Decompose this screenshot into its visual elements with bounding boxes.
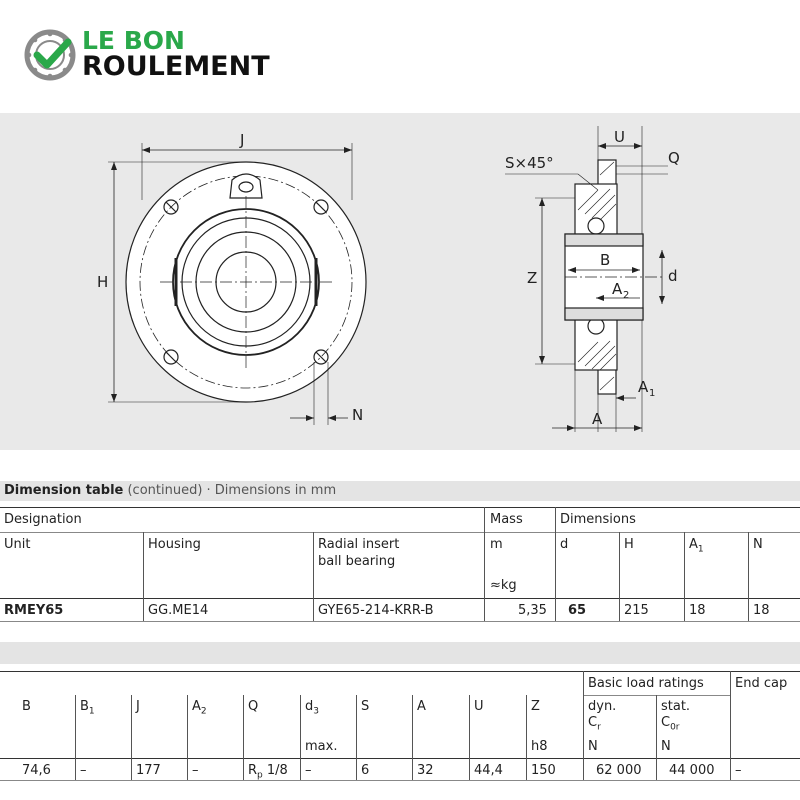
table-separator — [0, 642, 800, 664]
rule — [0, 621, 800, 622]
row2-B1: – — [80, 763, 87, 778]
row2-Z: 150 — [531, 763, 556, 778]
header-insert-1: Radial insert — [318, 537, 400, 552]
label-U: U — [614, 128, 625, 146]
col-sep — [356, 695, 357, 780]
col-sep — [143, 532, 144, 621]
row-A1: 18 — [689, 603, 706, 618]
col-sep — [131, 695, 132, 780]
label-J: J — [240, 131, 245, 149]
label-A1: A — [638, 378, 649, 396]
header-C0r: $C_{0r}$ — [661, 715, 680, 733]
rule — [0, 507, 800, 508]
header-kg: ≈kg — [490, 578, 517, 593]
col-sep — [656, 695, 657, 780]
label-Q: Q — [668, 149, 680, 167]
header-B: B — [22, 699, 31, 714]
header-dyn: dyn. — [588, 699, 617, 714]
col-sep — [730, 671, 731, 780]
header-dimensions: Dimensions — [560, 512, 636, 527]
dimension-table-title — [0, 481, 800, 501]
row2-d3: – — [305, 763, 312, 778]
label-A: A — [592, 410, 603, 428]
bearing-check-icon — [24, 29, 76, 81]
label-N: N — [352, 406, 364, 424]
header-N-stat: N — [661, 739, 671, 754]
row2-C0r: 44 000 — [669, 763, 715, 778]
header-Cr: $C_r$ — [588, 715, 601, 733]
brand-logo — [24, 26, 324, 86]
col-sep — [526, 695, 527, 780]
front-view — [108, 143, 366, 425]
row-unit: RMEY65 — [4, 603, 64, 618]
header-Z: Z — [531, 699, 540, 714]
col-sep — [313, 532, 314, 621]
rule — [0, 532, 800, 533]
header-end-cap: End cap — [735, 676, 788, 691]
header-A: A — [417, 699, 426, 714]
rule — [0, 758, 800, 759]
row2-Cr: 62 000 — [596, 763, 642, 778]
row-housing: GG.ME14 — [148, 603, 209, 618]
header-stat: stat. — [661, 699, 691, 714]
drawing-svg — [0, 113, 800, 450]
table-title-bold: Dimension table — [4, 483, 124, 498]
row2-Q: $R_p$ 1/8 — [248, 763, 288, 781]
row-mass: 5,35 — [518, 603, 547, 618]
row2-S: 6 — [361, 763, 370, 778]
row-insert: GYE65-214-KRR-B — [318, 603, 434, 618]
header-unit: Unit — [4, 537, 31, 552]
header-Q: Q — [248, 699, 259, 714]
header-insert-2: ball bearing — [318, 554, 396, 569]
header-designation: Designation — [4, 512, 82, 527]
col-sep — [555, 507, 556, 621]
col-sep — [684, 532, 685, 621]
col-sep — [484, 507, 485, 621]
col-sep — [300, 695, 301, 780]
header-mass: Mass — [490, 512, 523, 527]
row-N: 18 — [753, 603, 770, 618]
col-sep — [75, 695, 76, 780]
header-basic-load: Basic load ratings — [588, 676, 704, 691]
rule — [0, 780, 800, 781]
rule — [0, 598, 800, 599]
row2-end-cap: – — [735, 763, 742, 778]
header-A1: $A_1$ — [689, 537, 704, 555]
row-d: 65 — [568, 603, 587, 618]
label-A2: A — [612, 280, 623, 298]
rule — [0, 671, 800, 672]
label-B: B — [600, 251, 611, 269]
technical-drawing — [0, 113, 800, 450]
label-d: d — [668, 267, 678, 285]
header-Z-h8: h8 — [531, 739, 548, 754]
logo-line1: LE BON — [82, 26, 185, 55]
col-sep — [412, 695, 413, 780]
col-sep — [243, 695, 244, 780]
header-H: H — [624, 537, 634, 552]
row2-A: 32 — [417, 763, 434, 778]
col-sep — [619, 532, 620, 621]
logo-line2: ROULEMENT — [82, 51, 270, 82]
label-Z: Z — [527, 269, 538, 287]
col-sep — [583, 671, 584, 780]
header-d: d — [560, 537, 569, 552]
header-U: U — [474, 699, 484, 714]
label-A2-sub: 2 — [623, 290, 630, 301]
table-title-rest: (continued) · Dimensions in mm — [123, 483, 337, 498]
row2-J: 177 — [136, 763, 161, 778]
header-S: S — [361, 699, 370, 714]
row-H: 215 — [624, 603, 649, 618]
header-m: m — [490, 537, 503, 552]
label-A1-sub: 1 — [649, 388, 656, 399]
row2-B: 74,6 — [22, 763, 51, 778]
header-A2: $A_2$ — [192, 699, 207, 717]
row2-U: 44,4 — [474, 763, 503, 778]
header-d3: $d_3$ — [305, 699, 319, 717]
label-H: H — [97, 273, 109, 291]
header-housing: Housing — [148, 537, 201, 552]
col-sep — [748, 532, 749, 621]
header-d3-max: max. — [305, 739, 338, 754]
label-S45: S×45° — [505, 154, 554, 172]
header-J: J — [136, 699, 140, 714]
header-B1: $B_1$ — [80, 699, 95, 717]
header-N-dyn: N — [588, 739, 598, 754]
row2-A2: – — [192, 763, 199, 778]
col-sep — [469, 695, 470, 780]
header-N: N — [753, 537, 763, 552]
col-sep — [187, 695, 188, 780]
